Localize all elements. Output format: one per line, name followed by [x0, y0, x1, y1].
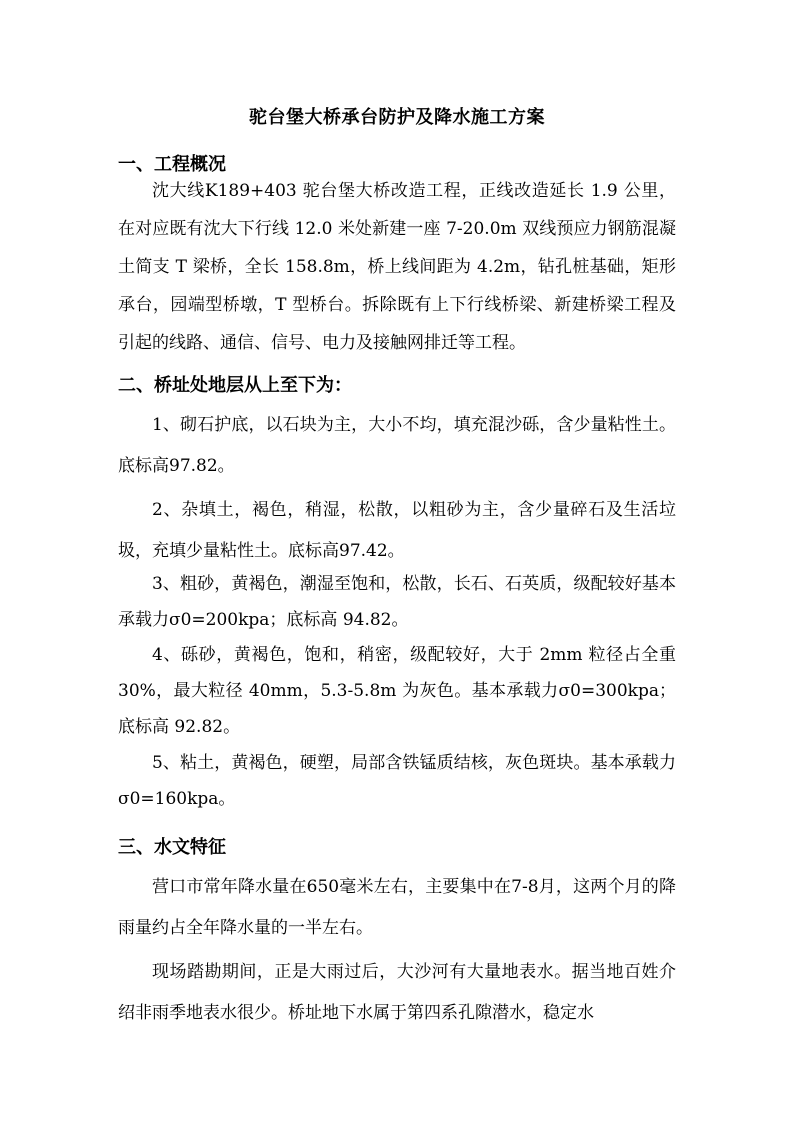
document-title: 驼台堡大桥承台防护及降水施工方案	[249, 107, 545, 128]
overview-paragraph: 沈大线K189+403 驼台堡大桥改造工程，正线改造延长 1.9 公里，在对应既有沈大下行线 12.0 米处新建一座 7-20.0m 双线预应力钢筋混凝土简支 T 梁桥，全长 158.8m，桥上线间距为 4.2m，钻孔桩基础，矩形承台，园端型桥墩，T 型桥台。拆除既有上下行线桥梁、新建桥梁工程及引起的线路、通信、信号、电力及接触网排迁等工程。	[118, 181, 676, 353]
strata-item-2: 2、杂填土，褐色，稍湿，松散，以粗砂为主，含少量碎石及生活垃圾，充填少量粘性土。底标高97.42。	[118, 500, 676, 561]
strata-item-3: 3、粗砂，黄褐色，潮湿至饱和，松散，长石、石英质，级配较好基本承载力σ0=200kpa；底标高 94.82。	[118, 574, 676, 630]
section-heading-strata: 二、桥址处地层从上至下为：	[118, 375, 352, 396]
strata-item-1: 1、砌石护底，以石块为主，大小不均，填充混沙砾，含少量粘性土。底标高97.82。	[118, 415, 676, 476]
section-heading-overview: 一、工程概况	[118, 154, 226, 175]
strata-item-4: 4、砾砂，黄褐色，饱和，稍密，级配较好，大于 2mm 粒径占全重30%，最大粒径 40mm，5.3-5.8m 为灰色。基本承载力σ0=300kpa；底标高 92.82。	[118, 645, 676, 737]
hydrology-paragraph-1: 营口市常年降水量在650毫米左右，主要集中在7-8月，这两个月的降雨量约占全年降水量的一半左右。	[118, 877, 676, 938]
section-heading-hydrology: 三、水文特征	[118, 837, 226, 858]
hydrology-paragraph-2: 现场踏勘期间，正是大雨过后，大沙河有大量地表水。据当地百姓介绍非雨季地表水很少。桥址地下水属于第四系孔隙潜水，稳定水	[118, 962, 676, 1023]
strata-item-5: 5、粘土，黄褐色，硬塑，局部含铁锰质结核，灰色斑块。基本承载力σ0=160kpa。	[118, 753, 676, 809]
